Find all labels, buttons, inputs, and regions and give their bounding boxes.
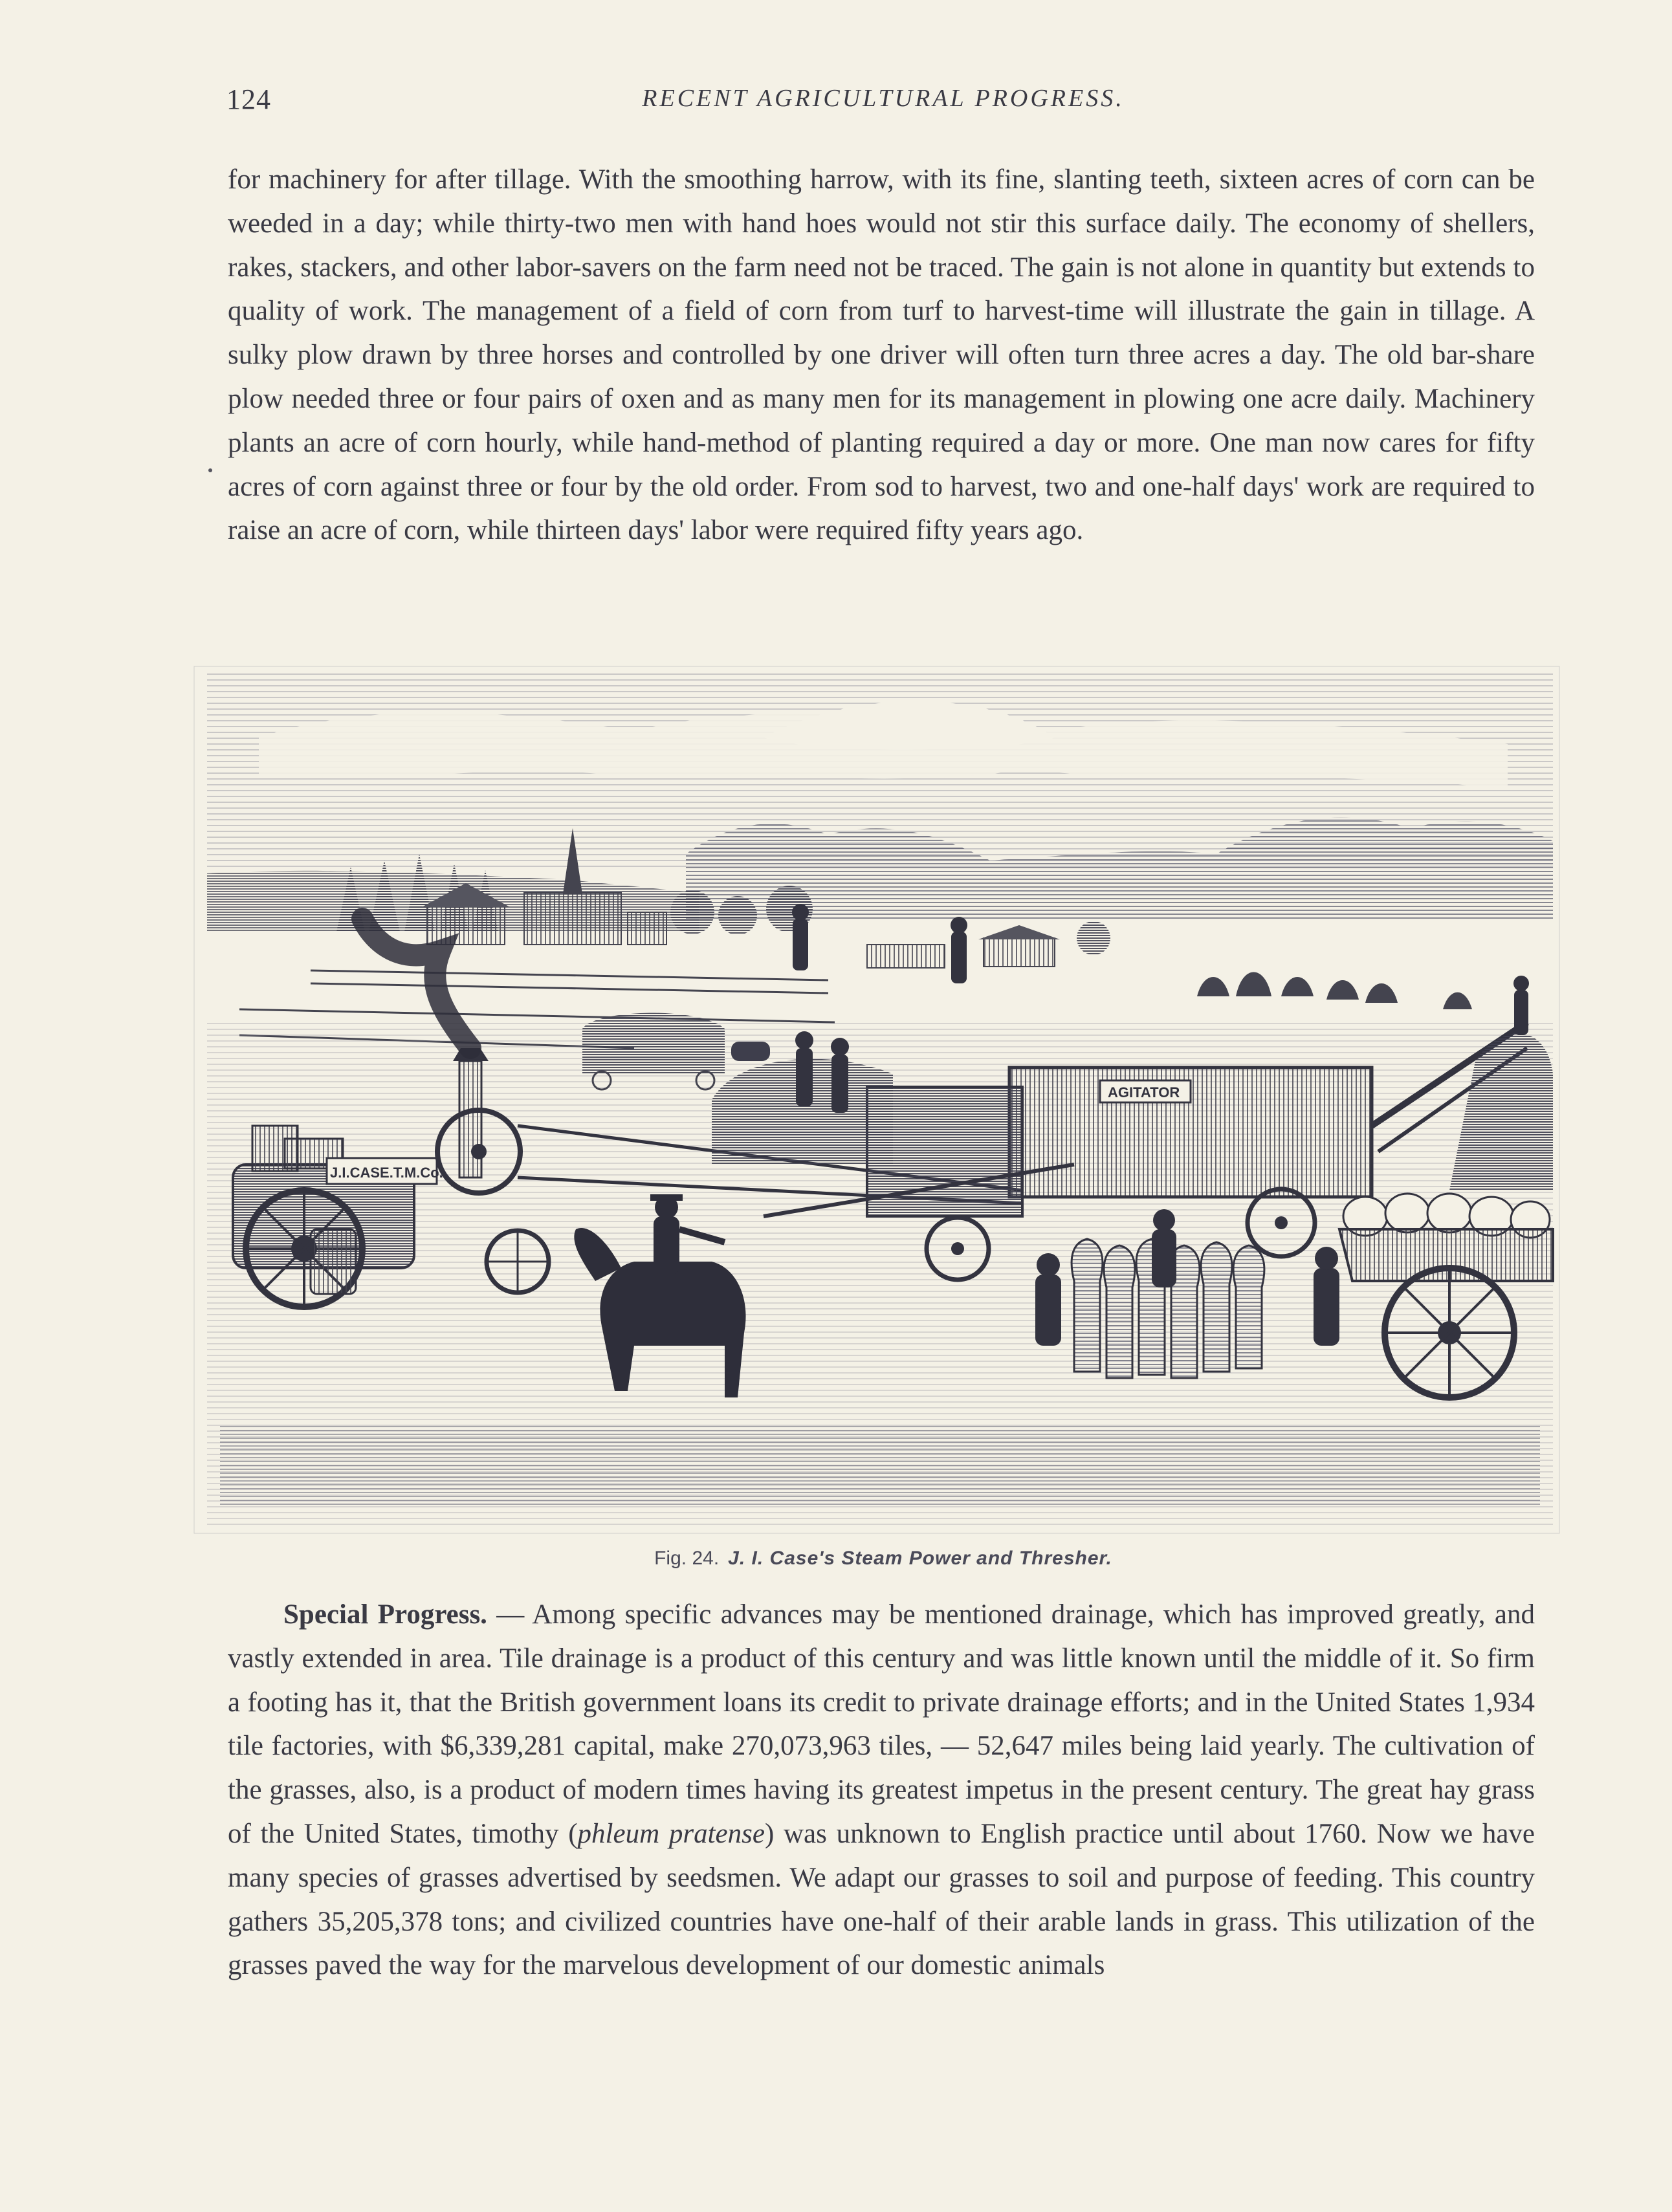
page-header xyxy=(226,83,1540,128)
haystacks xyxy=(1197,972,1472,1010)
paragraph-text-part-1: — Among specific advances may be mentioned drainage, which has improved greatly, and vastly extended in area. Tile drainage is a product of this century and was little known until the middle of it. So firm a footing has it, that the British government loans its credit to private drainage efforts; and in the United States 1,934 tile factories, with $6,339,281 capital, make 270,073,963 tiles, — 52,647 miles being laid yearly. The cultivation of the grasses, also, is a product of modern times having its greatest impetus in the present century. The great hay grass of the United States, timothy ( xyxy=(228,1599,1535,1849)
figure-title: J. I. Case's Steam Power and Thresher. xyxy=(728,1548,1112,1569)
figure-label: Fig. 24. xyxy=(654,1548,720,1569)
engraving-steam-thresher xyxy=(181,660,1572,1540)
margin-mark xyxy=(208,468,212,472)
section-run-in-heading: Special Progress. xyxy=(283,1599,487,1630)
body-paragraph-top: for machinery for after tillage. With the smoothing harrow, with its fine, slanting teeth, sixteen acres of corn can be weeded in a day; while thirty-two men with hand hoes would not stir this surface daily. The economy of shellers, rakes, stackers, and other labor-savers on the farm need not be traced. The gain is not alone in quantity but extends to quality of work. The management of a field of corn from turf to harvest-time will illustrate the gain in tillage. A sulky plow drawn by three horses and controlled by one driver will often turn three acres a day. The old bar-share plow needed three or four pairs of oxen and as many men for its management in plowing one acre daily. Machinery plants an acre of corn hourly, while hand-method of planting required a day or more. One man now cares for fifty acres of corn against three or four by the old order. From sod to harvest, two and one-half days' work are required to raise an acre of corn, while thirteen days' labor were required fifty years ago. xyxy=(228,164,1535,546)
engraving-illustration xyxy=(181,660,1572,1540)
engine-nameplate: J.I.CASE.T.M.Co. xyxy=(330,1165,443,1181)
figure-caption xyxy=(226,1548,1540,1570)
latin-species-name: phleum pratense xyxy=(577,1818,765,1849)
running-title: RECENT AGRICULTURAL PROGRESS. xyxy=(642,85,1125,112)
paragraph-text-part-2: ) was unknown to English practice until about 1760. Now we have many species of grasses advertised by seedsmen. We adapt our grasses to soil and purpose of feeding. This country gathers 35,205,378 tons; and civilized countries have one-half of their arable lands in grass. This utilization of the grasses paved the way for the marvelous development of our domestic animals xyxy=(228,1818,1535,1981)
thresher-nameplate: AGITATOR xyxy=(1108,1084,1180,1101)
page-number: 124 xyxy=(226,83,271,115)
body-paragraph-special-progress xyxy=(228,1593,1535,1988)
